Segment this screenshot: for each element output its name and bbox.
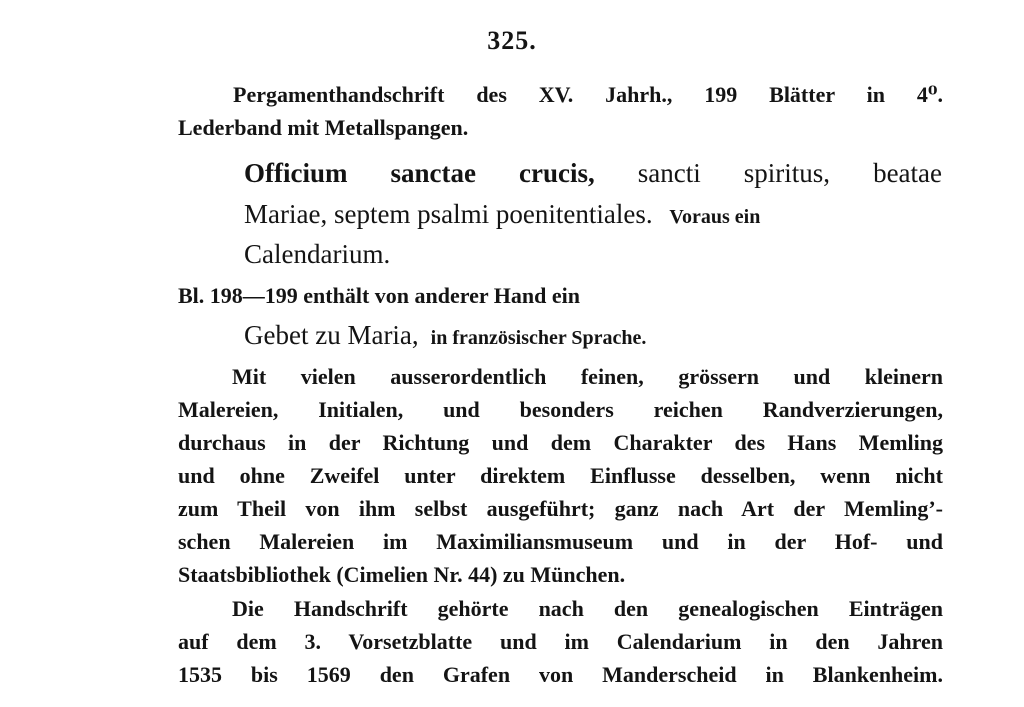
- paragraph1-line-3: durchaus in der Richtung und dem Charakter des Hans Memling: [178, 430, 943, 455]
- paragraph1-line-7: Staatsbibliothek (Cimelien Nr. 44) zu München.: [178, 562, 626, 587]
- page-number: 325.: [487, 26, 537, 55]
- title-line-1: [244, 160, 942, 187]
- title-rest-part: sancti spiritus, beatae: [637, 158, 943, 188]
- title-line-2-main: Mariae, septem psalmi poenitentiales.: [244, 199, 653, 229]
- paragraph1-line-6: schen Malereien im Maximiliansmuseum und in der Hof- und: [178, 529, 943, 554]
- manuscript-description-line-1: Pergamenthandschrift des XV. Jahrh., 199 Blätter in 4⁰.: [233, 82, 943, 107]
- title-line-2-small: Voraus ein: [669, 206, 761, 228]
- addition-line-2: [244, 322, 646, 349]
- paragraph2-line-2: auf dem 3. Vorsetzblatte und im Calendarium in den Jahren: [178, 629, 943, 654]
- paragraph1-line-1: Mit vielen ausserordentlich feinen, grössern und kleinern: [232, 364, 943, 389]
- paragraph2-line-1: Die Handschrift gehörte nach den genealogischen Einträgen: [232, 596, 943, 621]
- paragraph2-line-3: 1535 bis 1569 den Grafen von Manderscheid in Blankenheim.: [178, 662, 943, 687]
- paragraph1-line-5: zum Theil von ihm selbst ausgeführt; ganz nach Art der Memling’-: [178, 496, 943, 521]
- paragraph1-line-2: Malereien, Initialen, und besonders reichen Randverzierungen,: [178, 397, 943, 422]
- paragraph1-line-4: und ohne Zweifel unter direktem Einflusse desselben, wenn nicht: [178, 463, 943, 488]
- manuscript-description-line-2: Lederband mit Metallspangen.: [178, 115, 469, 140]
- title-line-3: Calendarium.: [244, 239, 391, 269]
- prayer-language: in französischer Sprache.: [430, 327, 647, 349]
- title-line-2: [244, 201, 760, 228]
- addition-line-1: Bl. 198—199 enthält von anderer Hand ein: [178, 283, 580, 308]
- prayer-title: Gebet zu Maria,: [244, 320, 419, 350]
- title-bold-part: Officium sanctae crucis,: [244, 158, 595, 188]
